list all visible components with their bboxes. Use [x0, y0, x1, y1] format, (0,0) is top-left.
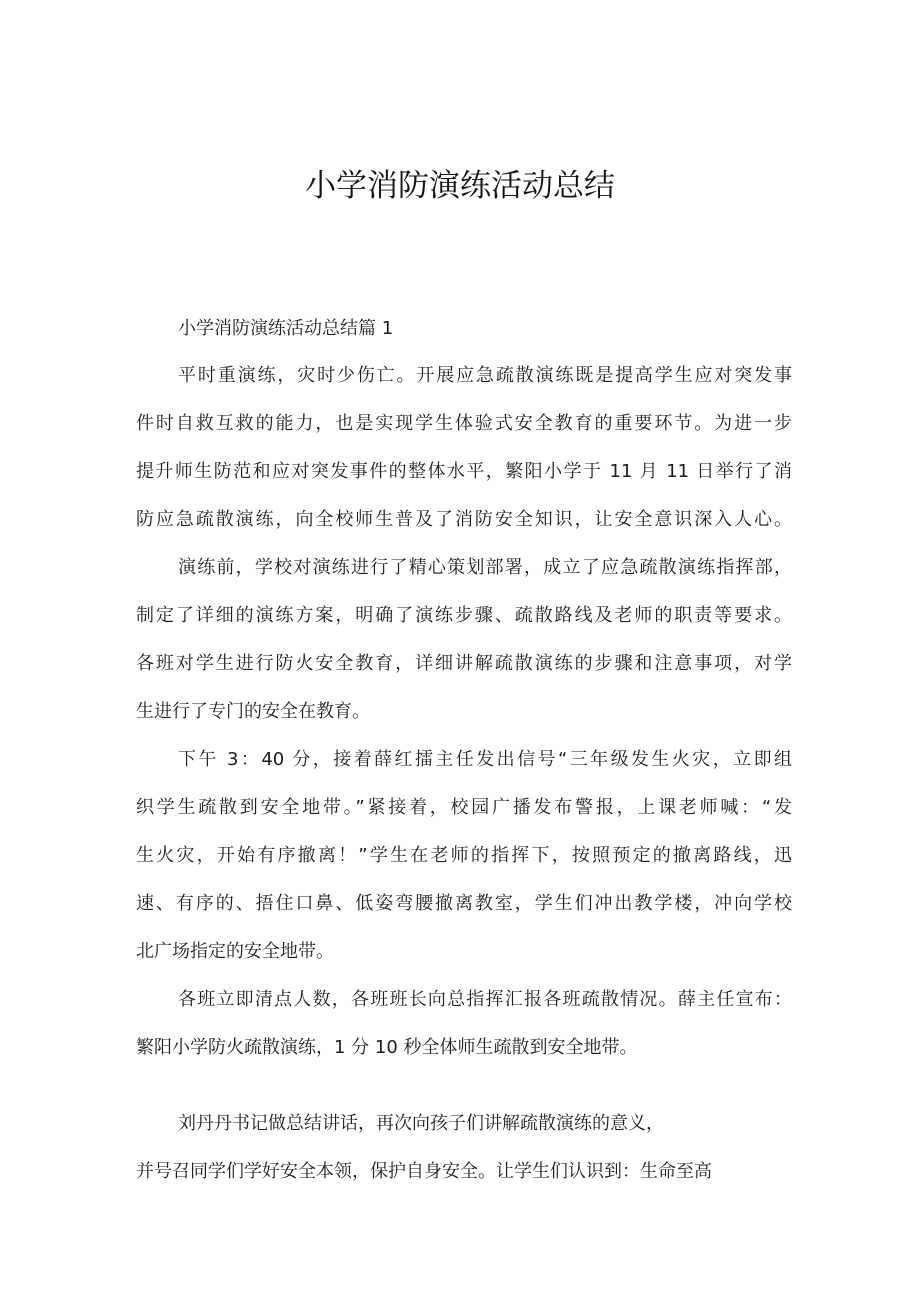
paragraph-preparation-line-4: 生进行了专门的安全在教育。	[136, 701, 370, 722]
section-heading: 小学消防演练活动总结篇 1	[178, 318, 394, 339]
paragraph-intro-line-4: 防应急疏散演练，向全校师生普及了消防安全知识，让安全意识深入人心。	[136, 509, 792, 530]
paragraph-headcount-line-1: 各班立即清点人数，各班班长向总指挥汇报各班疏散情况。薛主任宣布：	[178, 989, 792, 1010]
paragraph-preparation-line-2: 制定了详细的演练方案，明确了演练步骤、疏散路线及老师的职责等要求。	[136, 605, 792, 626]
paragraph-drill-line-5: 北广场指定的安全地带。	[136, 941, 334, 962]
paragraph-preparation-line-1: 演练前，学校对演练进行了精心策划部署，成立了应急疏散演练指挥部，	[178, 557, 792, 578]
document-title: 小学消防演练活动总结	[305, 168, 615, 204]
paragraph-closing-line-1: 刘丹丹书记做总结讲话，再次向孩子们讲解疏散演练的意义，	[178, 1113, 664, 1134]
paragraph-closing-line-2: 并号召同学们学好安全本领，保护自身安全。让学生们认识到：生命至高	[136, 1161, 712, 1182]
paragraph-drill-line-1: 下午 3：40 分，接着薛红擂主任发出信号“三年级发生火灾，立即组	[178, 749, 792, 770]
paragraph-drill-line-3: 生火灾，开始有序撤离！”学生在老师的指挥下，按照预定的撤离路线，迅	[136, 845, 792, 866]
paragraph-intro-line-2: 件时自救互救的能力，也是实现学生体验式安全教育的重要环节。为进一步	[136, 413, 792, 434]
paragraph-intro-line-3: 提升师生防范和应对突发事件的整体水平，繁阳小学于 11 月 11 日举行了消	[136, 461, 792, 482]
paragraph-drill-line-2: 织学生疏散到安全地带。”紧接着，校园广播发布警报，上课老师喊：“发	[136, 797, 792, 818]
paragraph-preparation-line-3: 各班对学生进行防火安全教育，详细讲解疏散演练的步骤和注意事项，对学	[136, 653, 792, 674]
paragraph-drill-line-4: 速、有序的、捂住口鼻、低姿弯腰撤离教室，学生们冲出教学楼，冲向学校	[136, 893, 792, 914]
paragraph-intro-line-1: 平时重演练，灾时少伤亡。开展应急疏散演练既是提高学生应对突发事	[178, 365, 792, 386]
paragraph-headcount-line-2: 繁阳小学防火疏散演练，1 分 10 秒全体师生疏散到安全地带。	[136, 1037, 638, 1058]
